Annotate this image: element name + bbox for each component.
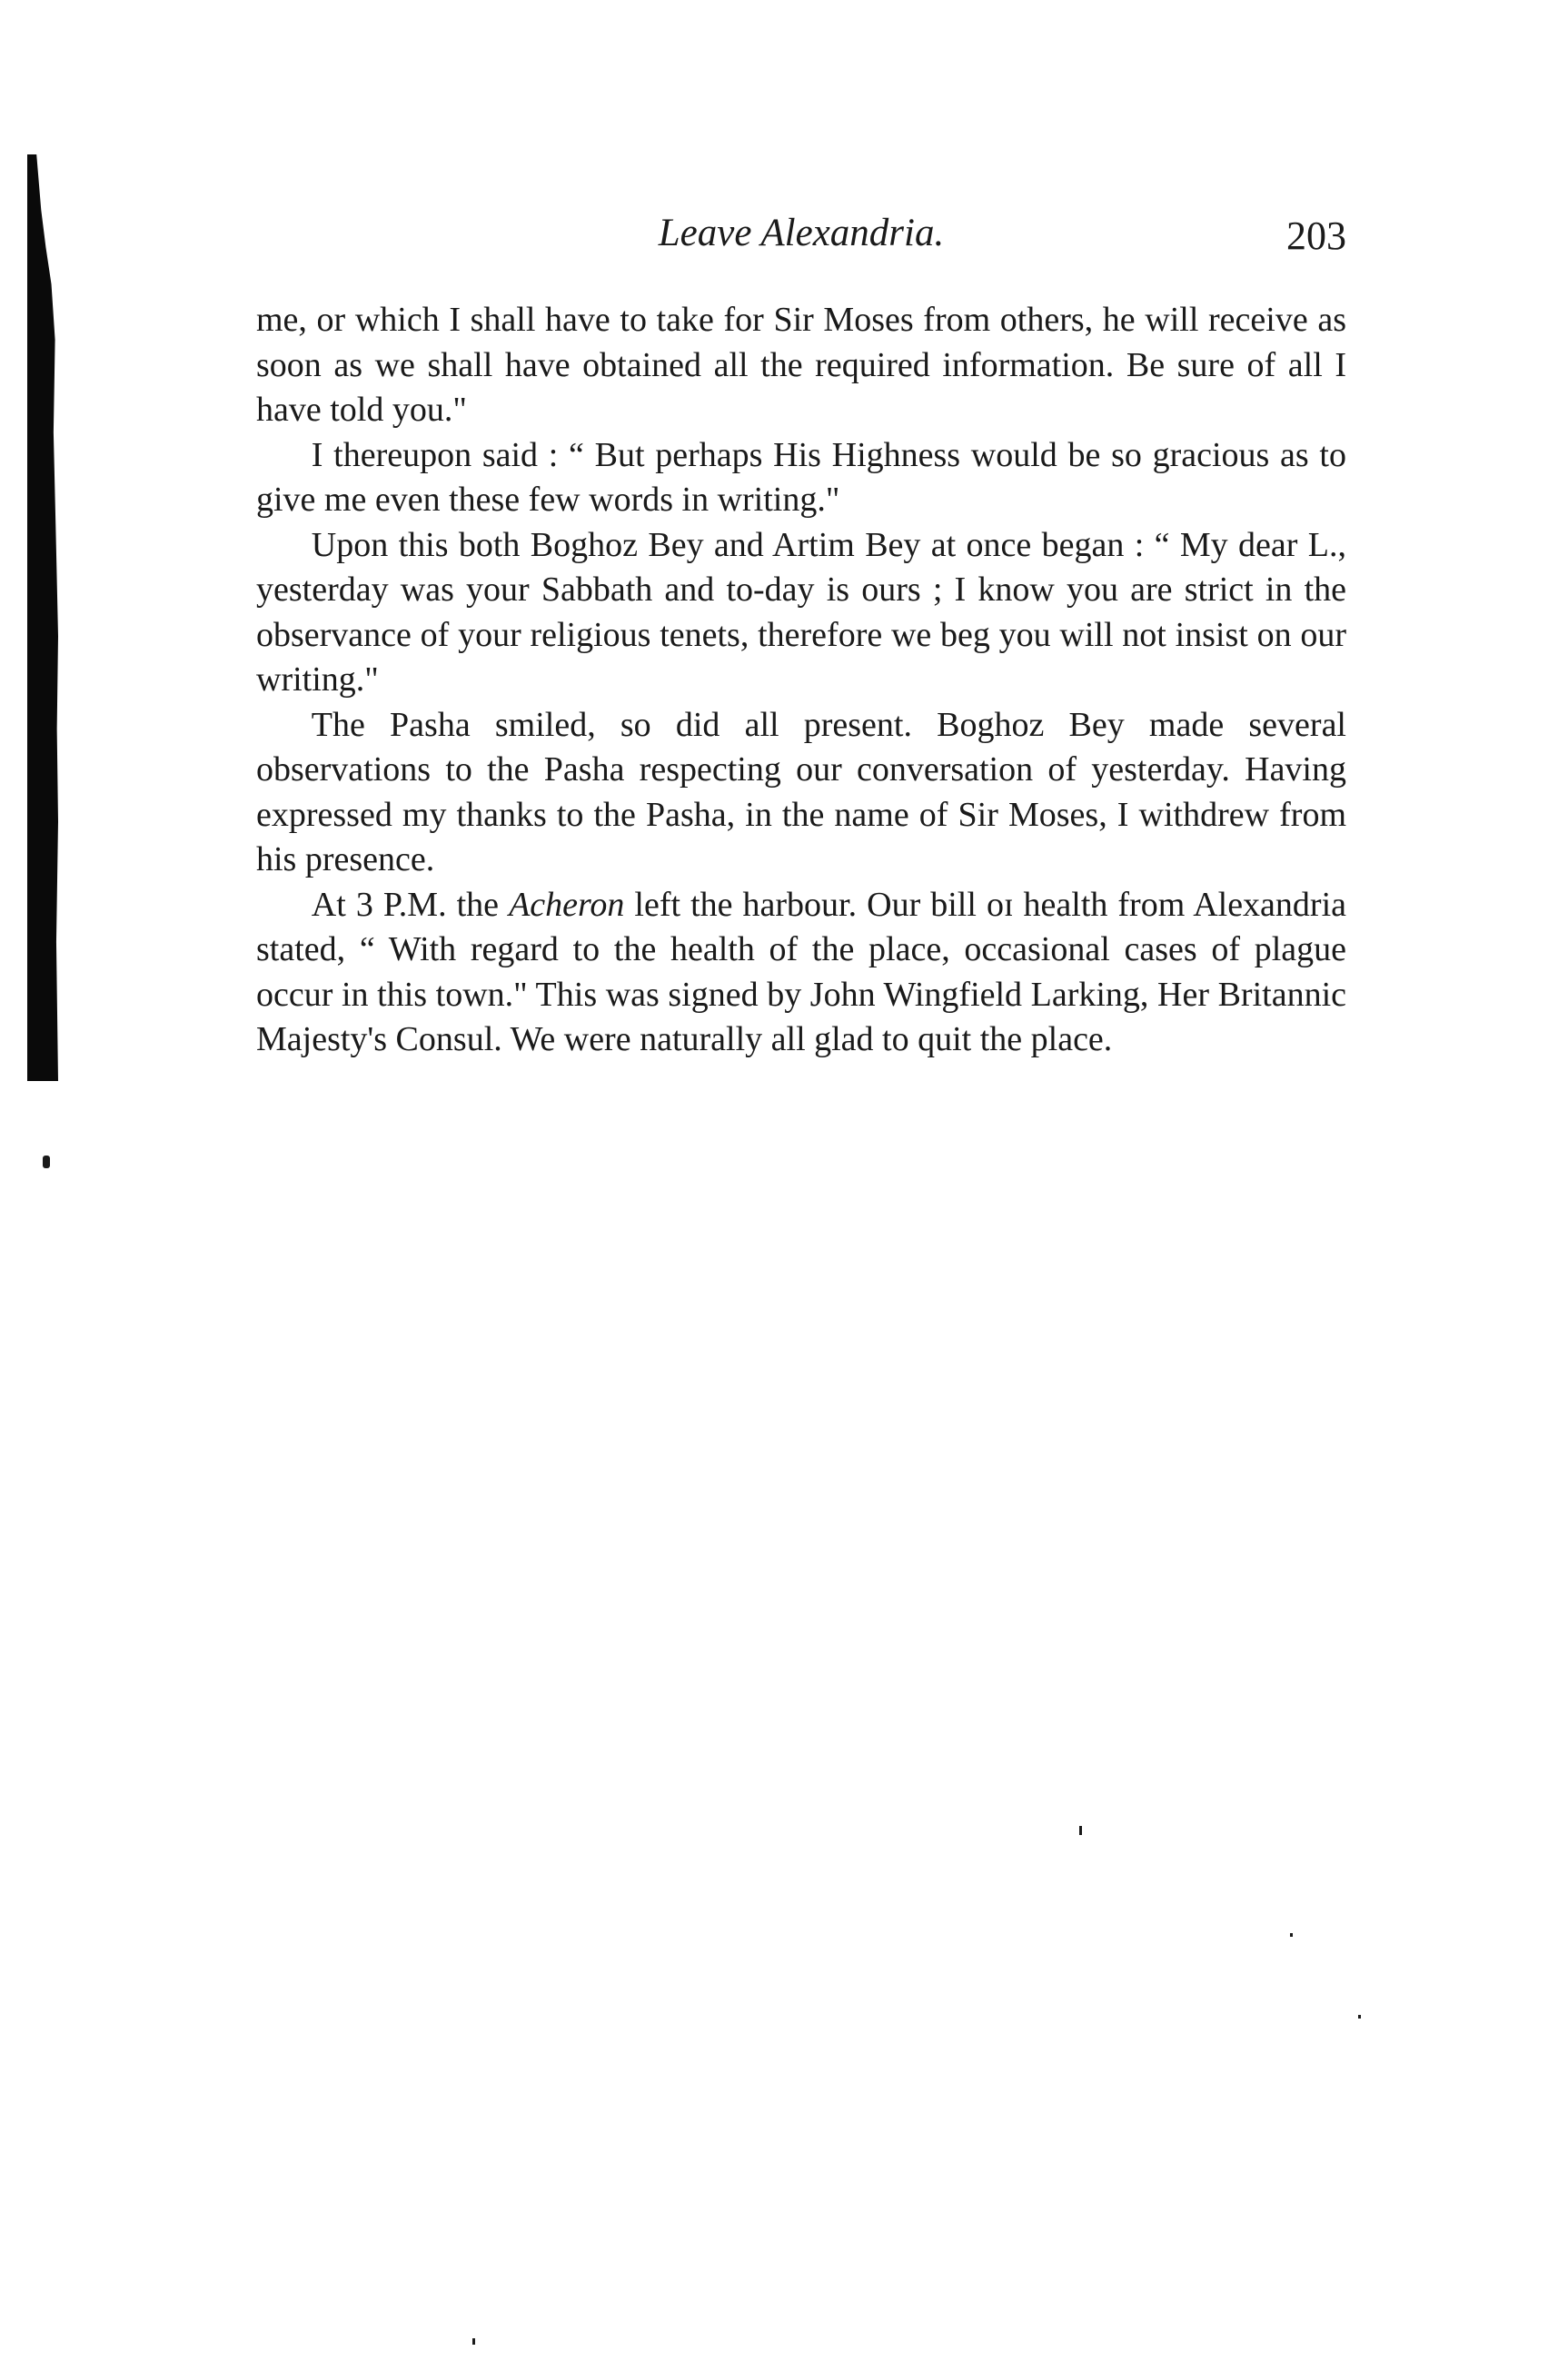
binding-shadow	[27, 154, 58, 1081]
ink-speck	[1290, 1933, 1293, 1937]
paragraph: me, or which I shall have to take for Sir Moses from others, he will receive as soon as we shall have obtained all the required information. Be sure of all I have told you."	[256, 301, 1346, 429]
ink-speck	[472, 2338, 475, 2345]
ship-name: Acheron	[509, 885, 625, 924]
text-run: At 3	[311, 885, 383, 924]
running-head	[256, 211, 1346, 274]
paragraph: Upon this both Boghoz Bey and Artim Bey at once began : “ My dear L., yesterday was your Sabbath and to-day is ours ; I know you are strict in the observance of your religious tenets, therefore we beg you will not insist on our writing."	[256, 525, 1346, 699]
paragraph: The Pasha smiled, so did all present. Boghoz Bey made several observations to the Pasha respecting our conversation of yesterday. Having expressed my thanks to the Pasha, in the name of Sir Moses, I withdrew from his presence.	[256, 705, 1346, 878]
text-run: the	[446, 885, 510, 924]
running-title: Leave Alexandria.	[658, 212, 945, 254]
ink-speck	[1358, 2015, 1361, 2019]
paragraph	[256, 883, 1346, 1063]
ink-speck	[43, 1156, 50, 1168]
page-number: 203	[1286, 213, 1346, 258]
time-abbreviation: P.M.	[382, 885, 447, 924]
paragraph: I thereupon said : “ But perhaps His Highness would be so gracious as to give me even these few words in writing."	[256, 435, 1346, 519]
text-run: left the harbour. Our bill oɪ health from Alexandria stated, “ With regard to the health of the place, occasional cases of plague occur in this town." This was signed by John Wingfield Larking, Her Britannic Majesty's Consul. We were naturally all glad to quit the place.	[256, 885, 1346, 1058]
body-text	[256, 298, 1346, 1063]
ink-speck	[1079, 1826, 1082, 1835]
